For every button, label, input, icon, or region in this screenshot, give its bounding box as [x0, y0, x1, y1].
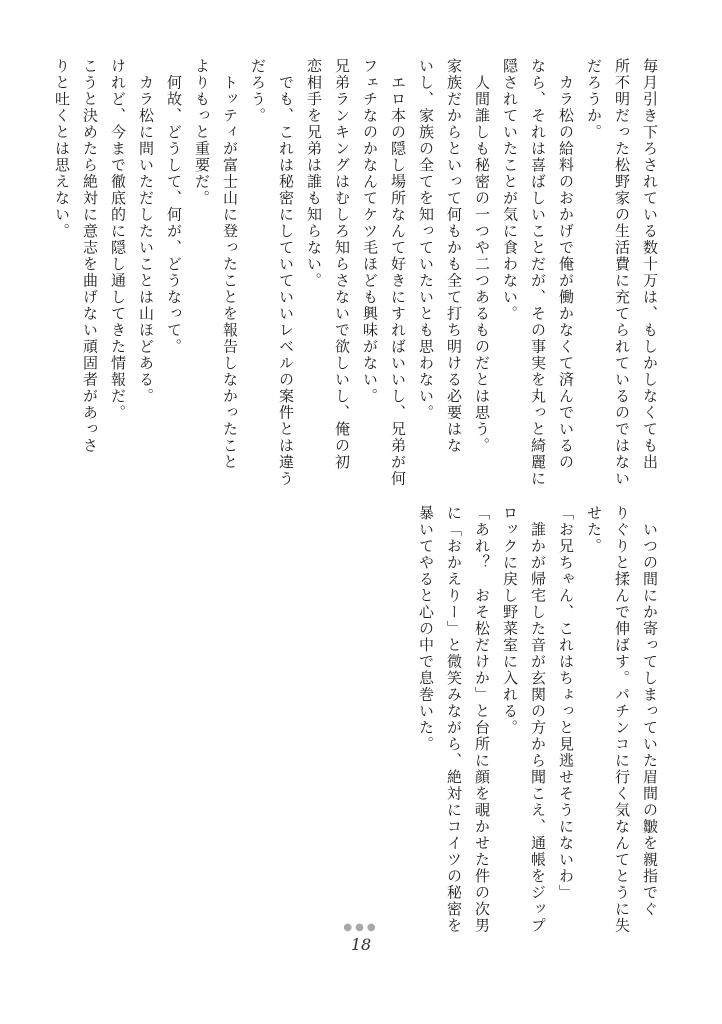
text-line: 「あれ？ おそ松だけか」と台所に顔を覗かせた件の次男 [473, 505, 491, 934]
text-line: フェチなのかなんてケツ毛ほども興味がない。 [361, 58, 379, 405]
upper-text-block [48, 58, 664, 487]
text-line: 恋相手を兄弟は誰も知らない。 [305, 58, 323, 289]
text-line: 暴いてやると心の中で息巻いた。 [417, 505, 435, 753]
text-line: 家族だからといって何もかも全て打ち明ける必要はな [445, 58, 463, 454]
text-line: 兄弟ランキングはむしろ知らさないで欲しいし、俺の初 [333, 58, 351, 471]
text-line: 何故、どうして、何が、どうなって。 [165, 58, 183, 355]
text-line: よりもっと重要だ。 [193, 58, 211, 207]
text-line: でも、これは秘密にしていていいレベルの案件とは違う [277, 58, 295, 487]
text-line: 人間誰しも秘密の一つや二つあるものだとは思う。 [473, 58, 491, 454]
text-line: 「お兄ちゃん、これはちょっと見逃せそうにないわ」 [557, 505, 575, 901]
text-line: に「おかえりー」と微笑みながら、絶対にコイツの秘密を [445, 505, 463, 934]
text-line: いし、家族の全てを知っていたいとも思わない。 [417, 58, 435, 421]
text-line: こうと決めたら絶対に意志を曲げない頑固者があっさ [81, 58, 99, 454]
text-line: 誰かが帰宅した音が玄関の方から聞こえ、通帳をジップ [529, 505, 547, 934]
text-line: エロ本の隠し場所なんて好きにすればいいし、兄弟が何 [389, 58, 407, 487]
text-line: カラ松の給料のおかげで俺が働かなくて済んでいるの [557, 58, 575, 471]
text-line: だろう。 [249, 58, 267, 124]
text-line: カラ松に問いただしたいことは山ほどある。 [137, 58, 155, 405]
text-line: だろうか。 [585, 58, 603, 141]
text-line: いつの間にか寄ってしまっていた眉間の皺を親指でぐ [641, 505, 659, 918]
lower-text-block [412, 505, 664, 934]
page-number: 18 [350, 935, 372, 954]
text-line: 隠されていたことが気に食わない。 [501, 58, 519, 322]
text-line: トッティが富士山に登ったことを報告しなかったこと [221, 58, 239, 471]
text-line: りぐりと揉んで伸ばす。パチンコに行く気なんてとうに失 [613, 505, 631, 934]
text-line: なら、それは喜ばしいことだが、その事実を丸っと綺麗に [529, 58, 547, 487]
text-line: りと吐くとは思えない。 [53, 58, 71, 240]
text-line: ロックに戻し野菜室に入れる。 [501, 505, 519, 736]
text-line: けれど、今まで徹底的に隠し通してきた情報だ。 [109, 58, 127, 421]
text-line: せた。 [585, 505, 603, 555]
text-line: 所不明だった松野家の生活費に充てられているのではない [613, 58, 631, 487]
page-ornament: ●●● [343, 922, 379, 933]
text-line: 毎月引き下ろされている数十万は、もしかしなくても出 [641, 58, 659, 471]
